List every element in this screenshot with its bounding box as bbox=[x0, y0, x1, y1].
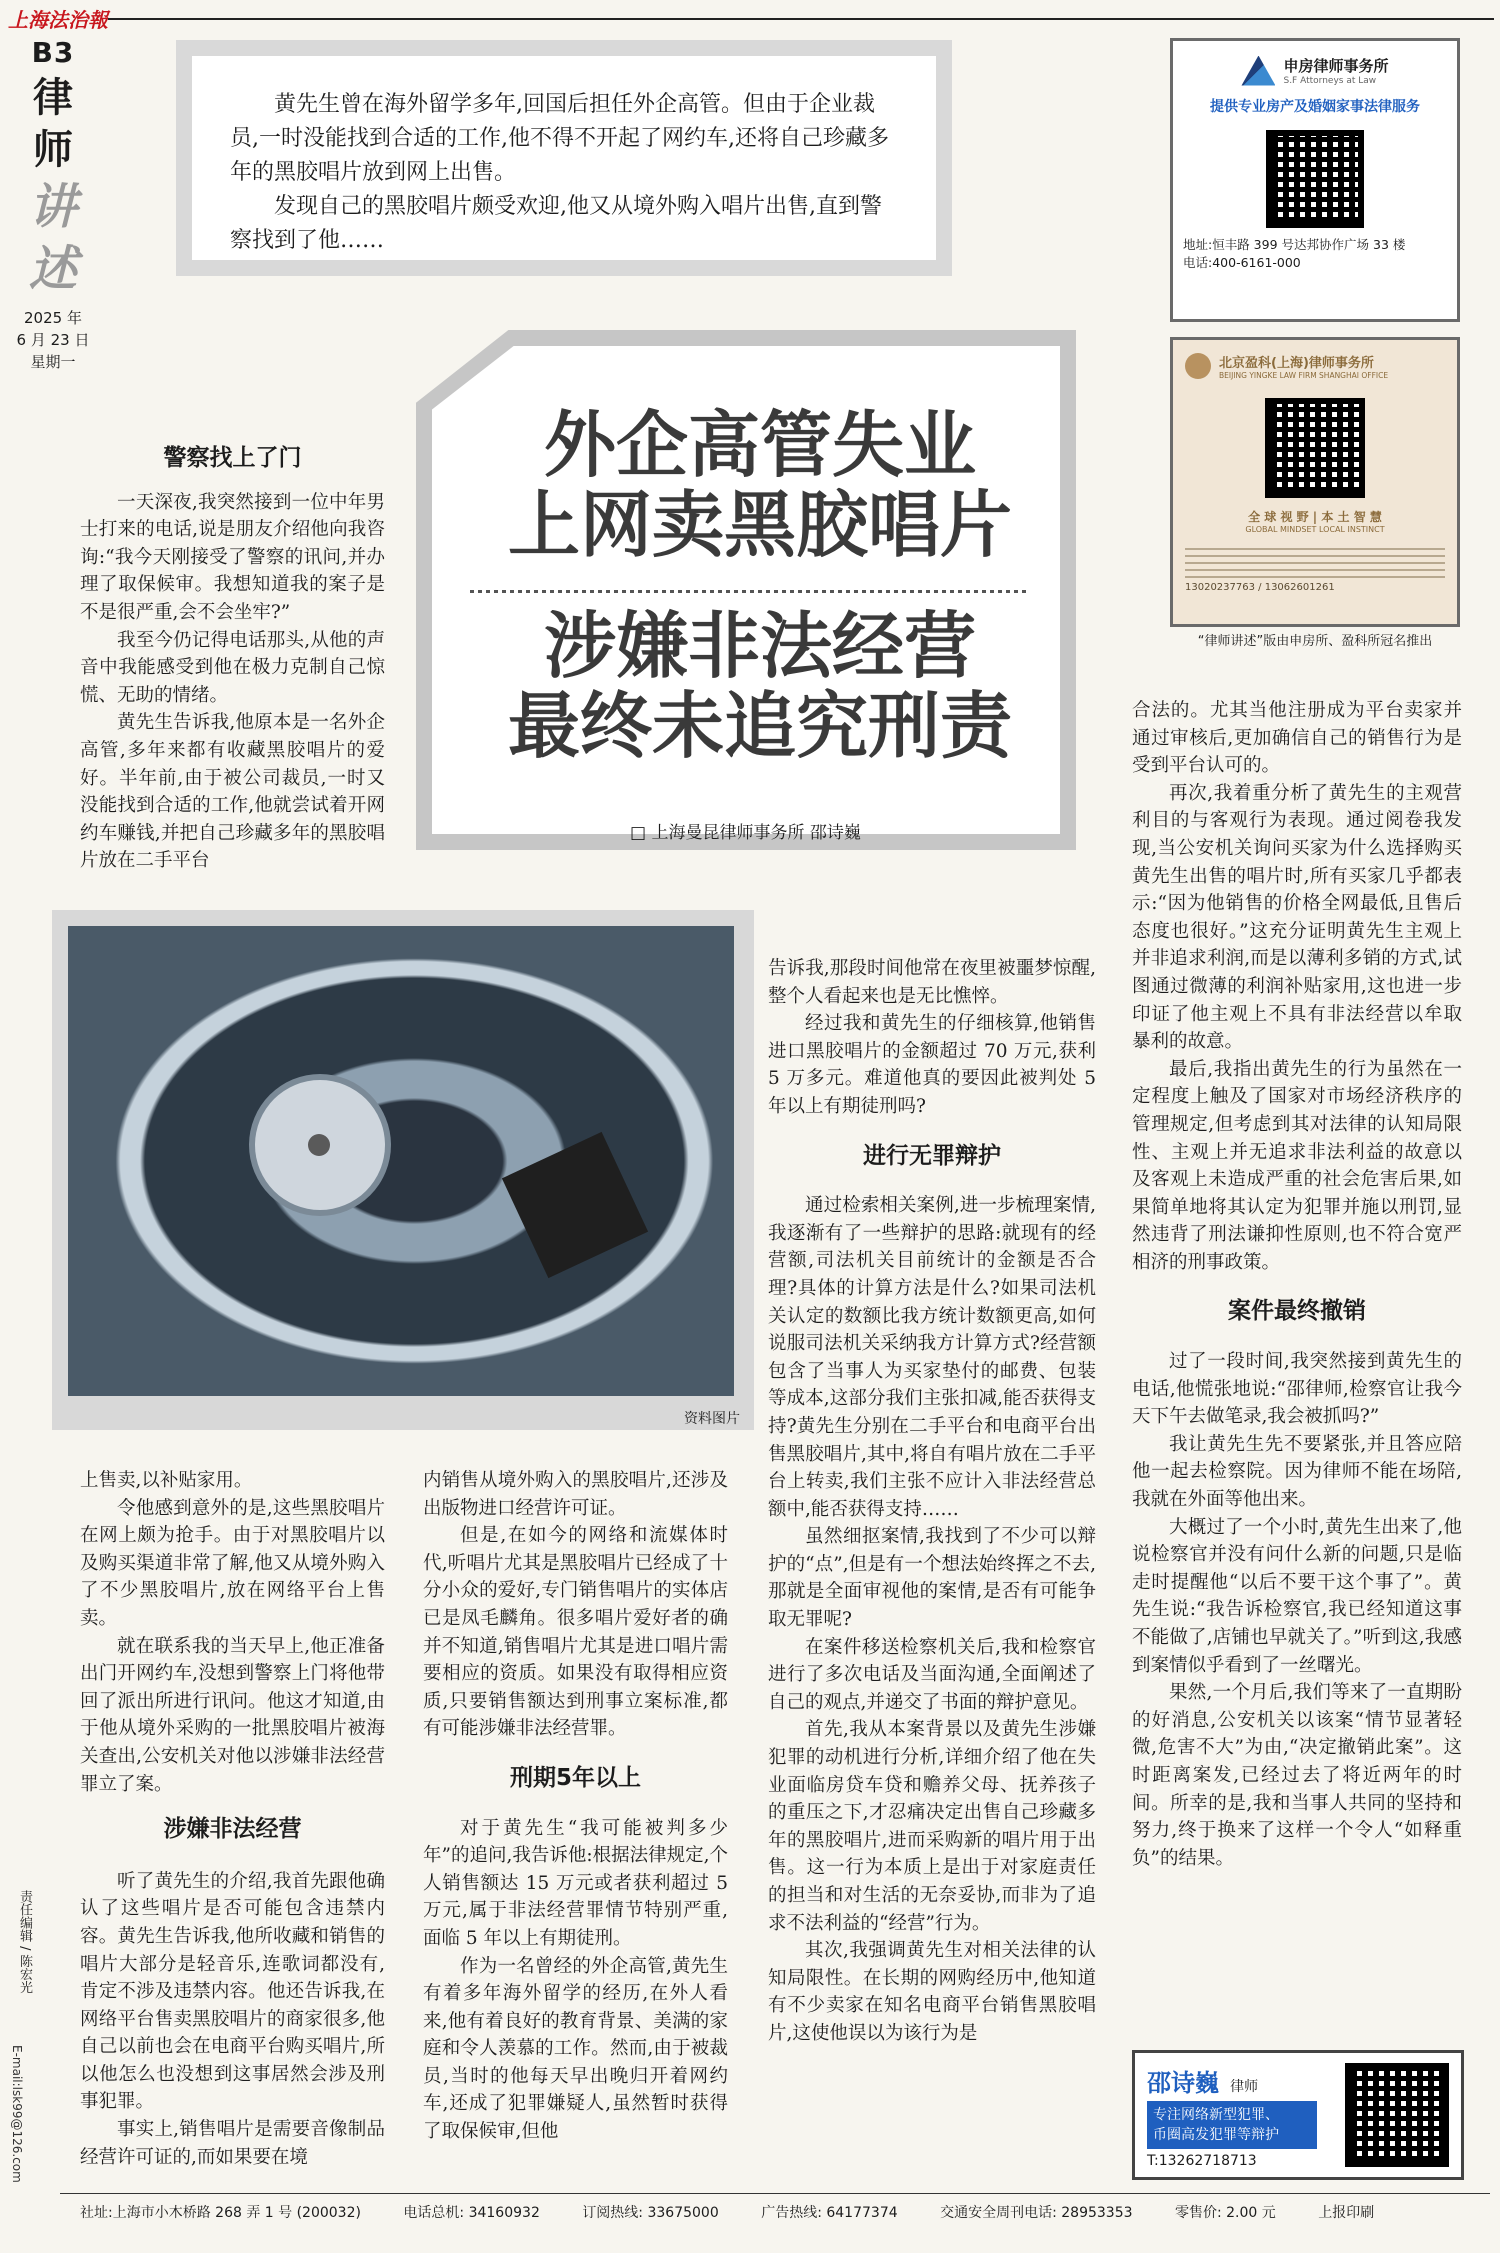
intro-paragraph: 黄先生曾在海外留学多年,回国后担任外企高管。但由于企业裁员,一时没能找到合适的工作,他不得不开起了网约车,还将自己珍藏多年的黑胶唱片放到网上出售。 bbox=[230, 92, 889, 185]
lawyer-title: 律师 bbox=[1230, 2079, 1259, 2095]
paragraph: 告诉我,那段时间他常在夜里被噩梦惊醒,整个人看起来也是无比憔悴。 bbox=[768, 958, 1096, 1007]
paragraph: 作为一名曾经的外企高管,黄先生有着多年海外留学的经历,在外人看来,他有着良好的教育背景、美满的家庭和令人羡慕的工作。然而,由于被裁员,当时的他每天早出晚归开着网约车,还成了犯罪嫌疑人,虽然暂时获得了取保候审,但他 bbox=[423, 1955, 728, 2143]
ad-yingke-header bbox=[1185, 352, 1457, 380]
paragraph: 首先,我从本案背景以及黄先生涉嫌犯罪的动机进行分析,详细介绍了他在失业面临房贷车贷和赡养父母、抚养孩子的重压之下,才忍痛决定出售自己珍藏多年的黑胶唱片,进而采购新的唱片用于出售。这一行为本质上是出于对家庭责任的担当和对生活的无奈妥协,而非为了追求不法利益的“经营”行为。 bbox=[768, 1719, 1096, 1934]
masthead-logo: 上海法治報 bbox=[8, 8, 108, 32]
footer-address: 社址:上海市小木桥路 268 弄 1 号 (200032) bbox=[80, 2205, 361, 2221]
ad-phone: 电话:400-6161-000 bbox=[1183, 255, 1301, 270]
lawyer-name: 邵诗巍 bbox=[1147, 2069, 1219, 2097]
column-title-3: 讲 bbox=[28, 179, 77, 235]
vinyl-record-photo bbox=[68, 926, 734, 1396]
specialty-line: 币圈高发犯罪等辩护 bbox=[1153, 2127, 1279, 2143]
footer-traffic: 交通安全周刊电话: 28953353 bbox=[940, 2205, 1133, 2221]
top-rule bbox=[108, 18, 1494, 20]
intro-box bbox=[176, 40, 952, 276]
paragraph: 大概过了一个小时,黄先生出来了,他说检察官并没有问什么新的问题,只是临走时提醒他“以后不要干这个事了”。黄先生说:“我告诉检察官,我已经知道这事不能做了,店铺也早就关了。”听到这,我感到案情似乎看到了一丝曙光。 bbox=[1132, 1516, 1462, 1676]
subheading: 案件最终撤销 bbox=[1228, 1298, 1366, 1325]
paragraph: 果然,一个月后,我们等来了一直期盼的好消息,公安机关以该案“情节显著轻微,危害不大”为由,“决定撤销此案”。这时距离案发,已经过去了将近两年的时间。所幸的是,我和当事人共同的坚持和努力,终于换来了这样一个令人“如释重负”的结果。 bbox=[1132, 1682, 1462, 1869]
spindle-icon bbox=[308, 1134, 330, 1156]
footer-price: 零售价: 2.00 元 bbox=[1174, 2205, 1276, 2221]
shenfang-logo-icon bbox=[1241, 56, 1275, 86]
specialty-line: 专注网络新型犯罪、 bbox=[1153, 2107, 1279, 2123]
qr-code-icon bbox=[1345, 2063, 1449, 2167]
subheading: 涉嫌非法经营 bbox=[163, 1816, 302, 1843]
lawyer-card bbox=[1132, 2050, 1464, 2180]
headline-line: 上网卖黑胶唱片 bbox=[507, 482, 1012, 567]
paragraph: 过了一段时间,我突然接到黄先生的电话,他慌张地说:“邵律师,检察官让我今天下午去做笔录,我会被抓吗?” bbox=[1132, 1351, 1462, 1428]
paragraph: 对于黄先生“我可能被判多少年”的追问,我告诉他:根据法律规定,个人销售额达 15 万元或者获利超过 5 万元,属于非法经营罪情节特别严重,面临 5 年以上有期徒刑。 bbox=[423, 1817, 728, 1949]
footer-tel: 电话总机: 34160932 bbox=[403, 2205, 540, 2221]
ad-motto: 全 球 视 野 | 本 土 智 慧 bbox=[1248, 510, 1382, 524]
ad-firm-name: 申房律师事务所 bbox=[1283, 57, 1389, 75]
article-column-1b bbox=[80, 1467, 385, 2171]
footer-subscription: 订阅热线: 33675000 bbox=[582, 2205, 719, 2221]
paragraph: 我至今仍记得电话那头,从他的声音中我能感受到他在极力克制自己惊慌、无助的情绪。 bbox=[80, 629, 385, 706]
article-column-2 bbox=[423, 1467, 728, 2146]
ad-shenfang bbox=[1170, 38, 1460, 322]
paragraph: 令他感到意外的是,这些黑胶唱片在网上颇为抢手。由于对黑胶唱片以及购买渠道非常了解,他又从境外购入了不少黑胶唱片,放在网络平台上售卖。 bbox=[80, 1497, 385, 1629]
qr-code-icon bbox=[1266, 130, 1364, 228]
column-title-4: 述 bbox=[28, 241, 77, 297]
footer-printer: 上报印刷 bbox=[1318, 2205, 1375, 2221]
responsible-editor: 责任编辑 / 陈宏光 bbox=[17, 1890, 32, 1994]
paragraph: 在案件移送检察机关后,我和检察官进行了多次电话及当面沟通,全面阐述了自己的观点,并递交了书面的辩护意见。 bbox=[768, 1636, 1096, 1713]
article-column-3 bbox=[768, 955, 1096, 2048]
paragraph: 经过我和黄先生的仔细核算,他销售进口黑胶唱片的金额超过 70 万元,获利 5 万多元。难道他真的要因此被判处 5 年以上有期徒刑吗? bbox=[768, 1013, 1096, 1117]
paragraph: 其次,我强调黄先生对相关法律的认知局限性。在长期的网购经历中,他知道有不少卖家在知名电商平台销售黑胶唱片,这使他误以为该行为是 bbox=[768, 1940, 1096, 2044]
paragraph: 一天深夜,我突然接到一位中年男士打来的电话,说是朋友介绍他向我咨询:“我今天刚接受了警察的讯问,并办理了取保候审。我想知道我的案子是不是很严重,会不会坐牢?” bbox=[80, 491, 385, 623]
ad-firm-name: 北京盈科(上海)律师事务所 bbox=[1219, 356, 1374, 371]
subheading: 警察找上了门 bbox=[163, 445, 302, 471]
paragraph: 合法的。尤其当他注册成为平台卖家并通过审核后,更加确信自己的销售行为是受到平台认可的。 bbox=[1132, 700, 1462, 777]
paragraph: 再次,我着重分析了黄先生的主观营利目的与客观行为表现。通过阅卷我发现,当公安机关询问买家为什么选择购买黄先生出售的唱片时,所有买家几乎都表示:“因为他销售的价格全网最低,且售后态度也很好。”这充分证明黄先生主观上并非追求利润,而是以薄利多销的方式,试图通过微薄的利润补贴家用,这也进一步印证了他主观上不具有非法经营以牟取暴利的故意。 bbox=[1132, 782, 1462, 1053]
ad-shenfang-header bbox=[1173, 55, 1457, 86]
paragraph: 我让黄先生先不要紧张,并且答应陪他一起去检察院。因为律师不能在场陪,我就在外面等他出来。 bbox=[1132, 1433, 1462, 1511]
paragraph: 事实上,销售唱片是需要音像制品经营许可证的,而如果要在境 bbox=[80, 2119, 385, 2168]
column-title-1: 律 bbox=[33, 75, 73, 121]
article-column-4 bbox=[1132, 697, 1462, 1872]
page-code: B3 bbox=[31, 36, 75, 69]
article-column-1a bbox=[80, 445, 385, 875]
headline-line: 外企高管失业 bbox=[543, 402, 976, 487]
lawyer-specialty bbox=[1147, 2101, 1317, 2149]
paragraph: 但是,在如今的网络和流媒体时代,听唱片尤其是黑胶唱片已经成了十分小众的爱好,专门销售唱片的实体店已是凤毛麟角。很多唱片爱好者的确并不知道,销售唱片尤其是进口唱片需要相应的资质。如果没有取得相应资质,只要销售额达到刑事立案标准,都有可能涉嫌非法经营罪。 bbox=[423, 1525, 728, 1740]
section-sidebar bbox=[10, 36, 96, 373]
issue-year: 2025 年 bbox=[24, 309, 82, 327]
issue-date: 6 月 23 日 bbox=[16, 331, 90, 349]
subheading: 进行无罪辩护 bbox=[863, 1142, 1001, 1169]
editor-email: E-mail:lsk99@126.com bbox=[10, 2045, 24, 2183]
footer-ads: 广告热线: 64177374 bbox=[761, 2205, 898, 2221]
qr-code-icon bbox=[1265, 398, 1365, 498]
paragraph: 最后,我指出黄先生的行为虽然在一定程度上触及了国家对市场经济秩序的管理规定,但考虑到其对法律的认知局限性、主观上并无追求非法利益的故意以及客观上未造成严重的社会危害后果,如果简单地将其认定为犯罪并施以刑罚,显然违背了刑法谦抑性原则,也不符合宽严相济的刑事政策。 bbox=[1132, 1058, 1462, 1273]
headline-line: 涉嫌非法经营 bbox=[543, 603, 976, 688]
paragraph: 上售卖,以补贴家用。 bbox=[80, 1470, 253, 1491]
paragraph: 听了黄先生的介绍,我首先跟他确认了这些唱片是否可能包含违禁内容。黄先生告诉我,他所收藏和销售的唱片大部分是轻音乐,连歌词都没有,肯定不涉及违禁内容。他还告诉我,在网络平台售卖黑胶唱片的商家很多,他自己以前也会在电商平台购买唱片,所以他怎么也没想到这事居然会涉及刑事犯罪。 bbox=[80, 1870, 385, 2113]
paragraph: 就在联系我的当天早上,他正准备出门开网约车,没想到警察上门将他带回了派出所进行讯问。他这才知道,由于他从境外采购的一批黑胶唱片被海关查出,公安机关对他以涉嫌非法经营罪立了案。 bbox=[80, 1635, 385, 1795]
headline-divider bbox=[470, 590, 1030, 593]
sponsor-caption: “律师讲述”版由申房所、盈科所冠名推出 bbox=[1197, 634, 1433, 649]
intro-paragraph: 发现自己的黑胶唱片颇受欢迎,他又从境外购入唱片出售,直到警察找到了他…… bbox=[230, 194, 882, 253]
footer bbox=[80, 2202, 1480, 2222]
ad-motto-en: GLOBAL MINDSET LOCAL INSTINCT bbox=[1245, 525, 1385, 534]
ad-office-list bbox=[1185, 544, 1445, 578]
ad-phone: 13020237763 / 13062601261 bbox=[1185, 582, 1335, 593]
yingke-logo-icon bbox=[1185, 353, 1211, 379]
headline-sub bbox=[440, 603, 1080, 768]
paragraph: 内销售从境外购入的黑胶唱片,还涉及出版物进口经营许可证。 bbox=[423, 1470, 728, 1519]
ad-firm-name-en: S.F Attorneys at Law bbox=[1283, 76, 1377, 86]
ad-yingke bbox=[1170, 337, 1460, 627]
lawyer-phone: T:13262718713 bbox=[1147, 2153, 1257, 2169]
paragraph: 通过检索相关案例,进一步梳理案情,我逐渐有了一些辩护的思路:就现有的经营额,司法机关目前统计的金额是否合理?具体的计算方法是什么?如果司法机关认定的数额比我方统计数额更高,如何说服司法机关采纳我方计算方式?经营额包含了当事人为买家垫付的邮费、包装等成本,这部分我们主张扣减,能否获得支持?黄先生分别在二手平台和电商平台出售黑胶唱片,其中,将自有唱片放在二手平台上转卖,我们主张不应计入非法经营总额中,能否获得支持…… bbox=[768, 1195, 1096, 1520]
paragraph: 黄先生告诉我,他原本是一名外企高管,多年来都有收藏黑胶唱片的爱好。半年前,由于被公司裁员,一时又没能找到合适的工作,他就尝试着开网约车赚钱,并把自己珍藏多年的黑胶唱片放在二手平台 bbox=[80, 712, 385, 872]
ad-address: 地址:恒丰路 399 号达邦协作广场 33 楼 bbox=[1183, 237, 1406, 252]
footer-rule bbox=[60, 2193, 1490, 2194]
headline-main bbox=[440, 402, 1080, 567]
column-title-2: 师 bbox=[33, 127, 73, 173]
subheading: 刑期5年以上 bbox=[509, 1764, 641, 1791]
ad-firm-name-en: BEIJING YINGKE LAW FIRM SHANGHAI OFFICE bbox=[1219, 371, 1389, 380]
ad-slogan: 提供专业房产及婚姻家事法律服务 bbox=[1210, 99, 1420, 115]
issue-weekday: 星期一 bbox=[30, 353, 76, 371]
photo-credit: 资料图片 bbox=[684, 1411, 740, 1427]
paragraph: 虽然细抠案情,我找到了不少可以辩护的“点”,但是有一个想法始终挥之不去,那就是全面审视他的案情,是否有可能争取无罪呢? bbox=[768, 1526, 1096, 1631]
headline-line: 最终未追究刑责 bbox=[507, 683, 1012, 768]
byline: □ 上海曼昆律师事务所 邵诗巍 bbox=[630, 823, 861, 843]
